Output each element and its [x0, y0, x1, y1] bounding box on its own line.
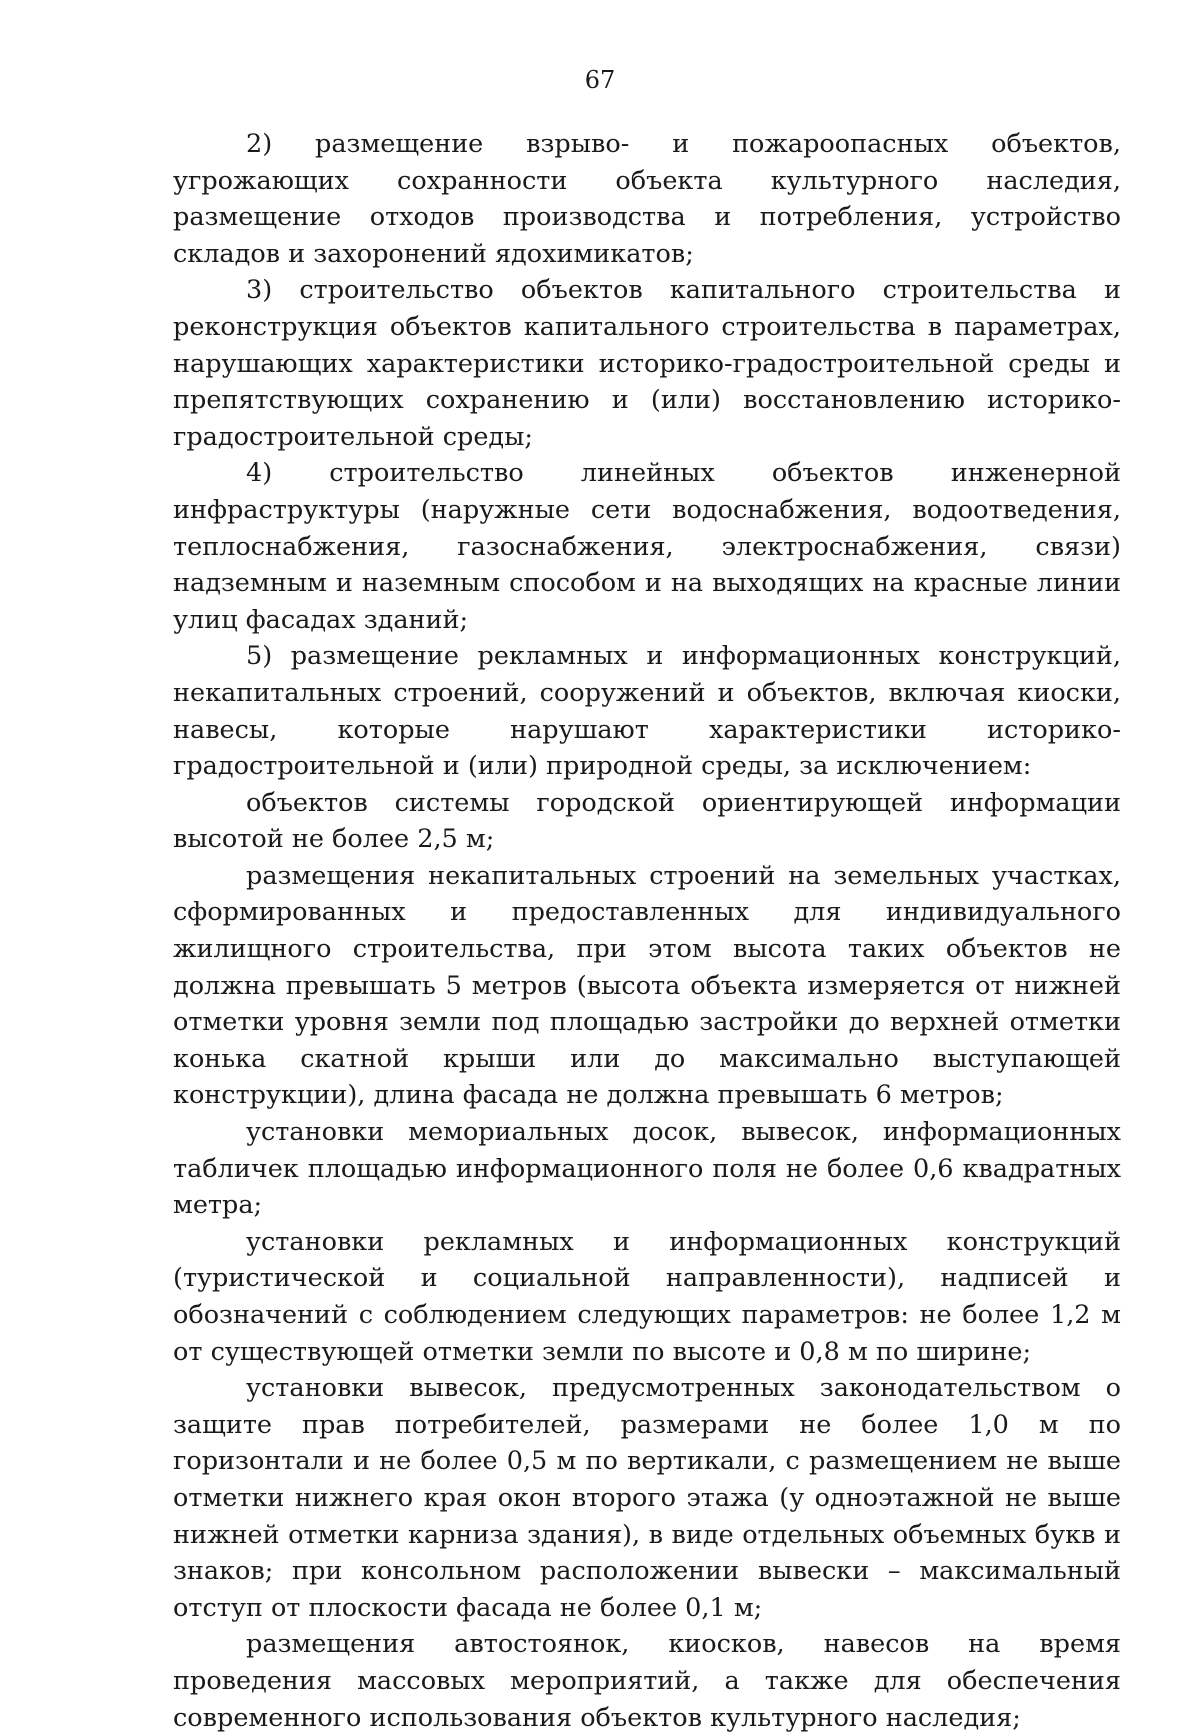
page-number: 67 — [584, 66, 616, 94]
paragraph-item-4: 4) строительство линейных объектов инженерной инфраструктуры (наружные сети водоснабжения, водоотведения, теплоснабжения, газоснабжения, электроснабжения, связи) надземным и наземным способом и на выходящих на красные линии улиц фасадах зданий; — [173, 458, 1121, 635]
paragraph-item-5: 5) размещение рекламных и информационных конструкций, некапитальных строений, сооружений и объектов, включая киоски, навесы, которые нарушают характеристики историко-градостроительной и (или) природной среды, за исключением: — [173, 641, 1121, 782]
exception-paragraph: установки рекламных и информационных конструкций (туристической и социальной направленности), надписей и обозначений с соблюдением следующих параметров: не более 1,2 м от существующей отметки земли по высоте и 0,8 м по ширине; — [173, 1226, 1121, 1367]
exception-paragraph: объектов системы городской ориентирующей информации высотой не более 2,5 м; — [173, 787, 1121, 855]
paragraph-item-3: 3) строительство объектов капитального строительства и реконструкция объектов капитального строительства в параметрах, нарушающих характеристики историко-градостроительной среды и препятствующих сохранению и (или) восстановлению историко-градостроительной среды; — [173, 275, 1121, 452]
paragraph-item-2: 2) размещение взрыво- и пожароопасных объектов, угрожающих сохранности объекта культурного наследия, размещение отходов производства и потребления, устройство складов и захоронений ядохимикатов; — [173, 129, 1121, 269]
exception-paragraph: размещения автостоянок, киосков, навесов на время проведения массовых мероприятий, а также для обеспечения современного использования объектов культурного наследия; — [173, 1629, 1121, 1733]
exception-paragraph: размещения некапитальных строений на земельных участках, сформированных и предоставленных для индивидуального жилищного строительства, при этом высота таких объектов не должна превышать 5 метров (высота объекта измеряется от нижней отметки уровня земли под площадью застройки до верхней отметки конька скатной крыши или до максимально выступающей конструкции), длина фасада не должна превышать 6 метров; — [173, 860, 1121, 1111]
exception-paragraph: установки мемориальных досок, вывесок, информационных табличек площадью информационного поля не более 0,6 квадратных метра; — [173, 1117, 1121, 1221]
exception-paragraph: установки вывесок, предусмотренных законодательством о защите прав потребителей, размерами не более 1,0 м по горизонтали и не более 0,5 м по вертикали, с размещением не выше отметки нижнего края окон второго этажа (у одноэтажной не выше нижней отметки карниза здания), в виде отдельных объемных букв и знаков; при консольном расположении вывески – максимальный отступ от плоскости фасада не более 0,1 м; — [173, 1373, 1121, 1623]
document-body — [173, 126, 1121, 1736]
